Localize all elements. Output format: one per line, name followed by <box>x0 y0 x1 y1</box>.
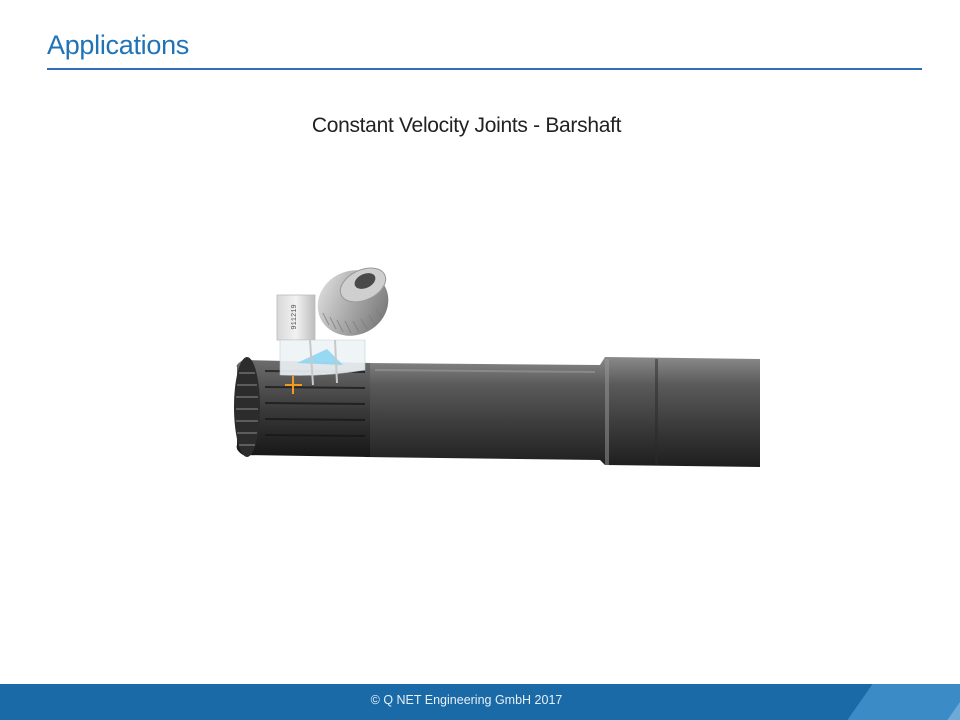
knurled-knob <box>307 259 399 347</box>
slide-subtitle: Constant Velocity Joints - Barshaft <box>311 114 622 137</box>
title-divider <box>47 68 922 70</box>
copyright-text: © Q NET Engineering GmbH 2017 <box>370 693 563 707</box>
barshaft-photo <box>225 245 760 480</box>
slide-title: Applications <box>47 30 189 60</box>
probe-label: 911219 <box>291 304 299 330</box>
shaft-body <box>365 357 760 467</box>
footer-bar <box>0 684 960 720</box>
